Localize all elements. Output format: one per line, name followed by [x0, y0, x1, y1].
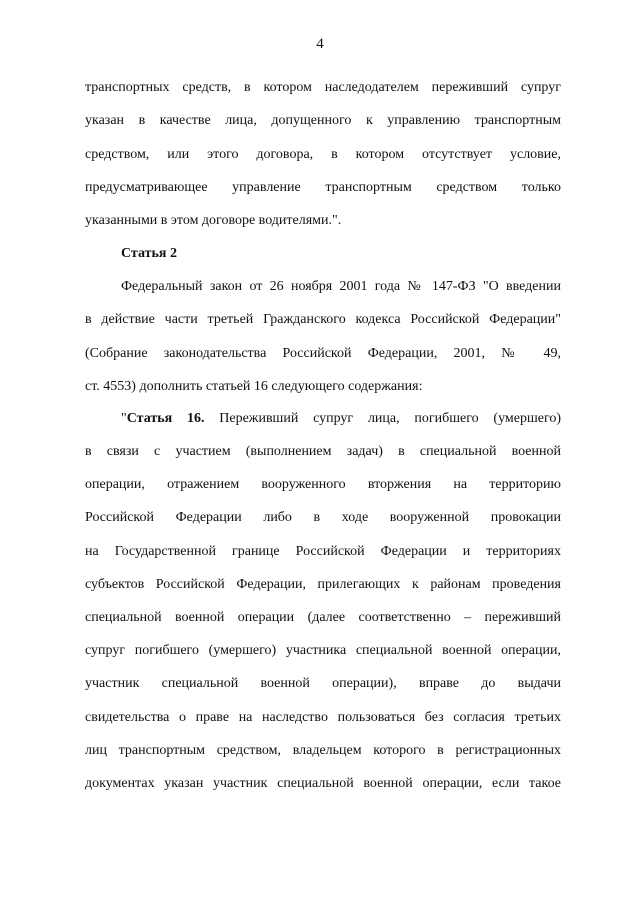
text-line: операции, отражением вооруженного вторжения на территорию	[85, 477, 561, 492]
text-line: в действие части третьей Гражданского кодекса Российской Федерации"	[85, 312, 561, 327]
article-reference: Статья 16.	[126, 411, 205, 426]
text-line: субъектов Российской Федерации, прилегающих к районам проведения	[85, 577, 561, 592]
text-line: Российской Федерации либо в ходе вооруженной провокации	[85, 510, 561, 525]
text-line: на Государственной границе Российской Федерации и территориях	[85, 544, 561, 559]
text-line: предусматривающее управление транспортным средством только	[85, 180, 561, 195]
text-line: в связи с участием (выполнением задач) в специальной военной	[85, 444, 561, 459]
text-line: ст. 4553) дополнить статьей 16 следующего содержания:	[85, 379, 423, 394]
text-line: средством, или этого договора, в котором отсутствует условие,	[85, 147, 561, 162]
text-line: супруг погибшего (умершего) участника специальной военной операции,	[85, 643, 561, 658]
text-line: свидетельства о праве на наследство пользоваться без согласия третьих	[85, 710, 561, 725]
text-line: указанными в этом договоре водителями.".	[85, 213, 342, 228]
text-line	[121, 410, 561, 428]
text-line: транспортных средств, в котором наследодателем переживший супруг	[85, 80, 561, 95]
page-number: 4	[316, 36, 324, 52]
text-line: указан в качестве лица, допущенного к управлению транспортным	[85, 113, 561, 128]
text-line: документах указан участник специальной военной операции, если такое	[85, 776, 561, 791]
text-line: участник специальной военной операции), вправе до выдачи	[85, 676, 561, 691]
article-heading: Статья 2	[121, 246, 177, 261]
text-fragment: Переживший супруг лица, погибшего (умершего)	[204, 411, 562, 426]
text-line: лиц транспортным средством, владельцем которого в регистрационных	[85, 743, 561, 758]
text-line: (Собрание законодательства Российской Федерации, 2001, № 49,	[85, 346, 561, 361]
text-line: специальной военной операции (далее соответственно – переживший	[85, 610, 561, 625]
quote-mark: "	[121, 411, 127, 426]
text-line: Федеральный закон от 26 ноября 2001 года № 147-ФЗ "О введении	[121, 279, 561, 294]
